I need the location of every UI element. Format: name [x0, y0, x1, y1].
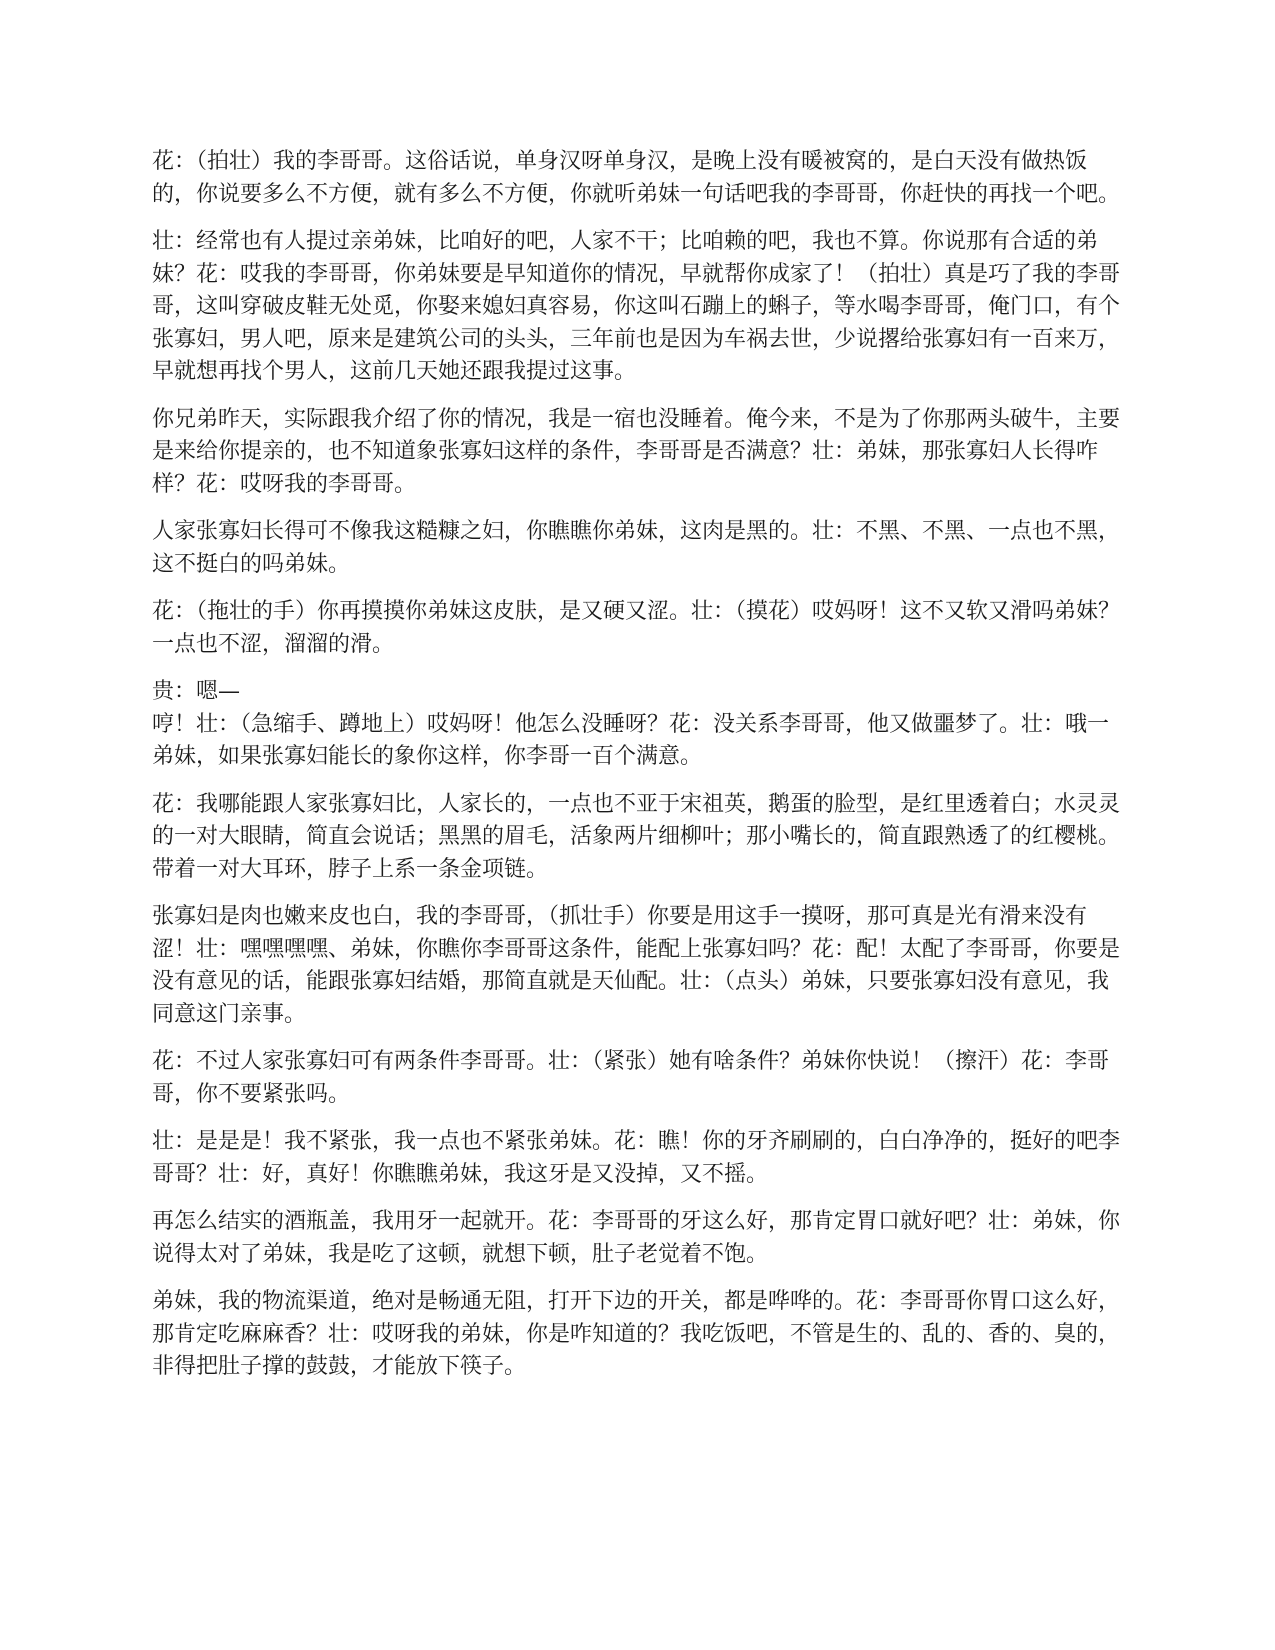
paragraph-13: 弟妹，我的物流渠道，绝对是畅通无阻，打开下边的开关，都是哗哗的。花：李哥哥你胃口这么好，那肯定吃麻麻香？壮：哎呀我的弟妹，你是咋知道的？我吃饭吧，不管是生的、乱的、香的、臭的，非得把肚子撑的鼓鼓，才能放下筷子。 [152, 1289, 1121, 1379]
paragraph-10: 花：不过人家张寡妇可有两条件李哥哥。壮：（紧张）她有啥条件？弟妹你快说！（擦汗）花：李哥哥，你不要紧张吗。 [152, 1049, 1110, 1107]
paragraph-6: 贵：嗯— [152, 679, 241, 704]
paragraph-7: 哼！壮：（急缩手、蹲地上）哎妈呀！他怎么没睡呀？花：没关系李哥哥，他又做噩梦了。壮：哦一弟妹，如果张寡妇能长的象你这样，你李哥一百个满意。 [152, 711, 1110, 769]
paragraph-3: 你兄弟昨天，实际跟我介绍了你的情况，我是一宿也没睡着。俺今来，不是为了你那两头破牛，主要是来给你提亲的，也不知道象张寡妇这样的条件，李哥哥是否满意？壮：弟妹，那张寡妇人长得咋样？花：哎呀我的李哥哥。 [152, 406, 1121, 497]
paragraph-4: 人家张寡妇长得可不像我这糙糠之妇，你瞧瞧你弟妹，这肉是黑的。壮：不黑、不黑、一点也不黑，这不挺白的吗弟妹。 [152, 519, 1121, 577]
paragraph-5: 花：（拖壮的手）你再摸摸你弟妹这皮肤，是又硬又涩。壮：（摸花）哎妈呀！这不又软又滑吗弟妹？一点也不涩，溜溜的滑。 [152, 599, 1121, 657]
paragraph-9: 张寡妇是肉也嫩来皮也白，我的李哥哥，（抓壮手）你要是用这手一摸呀，那可真是光有滑来没有涩！壮：嘿嘿嘿嘿、弟妹，你瞧你李哥哥这条件，能配上张寡妇吗？花：配！太配了李哥哥，你要是没有意见的话，能跟张寡妇结婚，那简直就是天仙配。壮：（点头）弟妹，只要张寡妇没有意见，我同意这门亲事。 [152, 904, 1121, 1027]
paragraph-11: 壮：是是是！我不紧张，我一点也不紧张弟妹。花：瞧！你的牙齐刷刷的，白白净净的，挺好的吧李哥哥？壮：好，真好！你瞧瞧弟妹，我这牙是又没掉，又不摇。 [152, 1129, 1121, 1187]
paragraph-1: 花：（拍壮）我的李哥哥。这俗话说，单身汉呀单身汉，是晚上没有暖被窝的，是白天没有做热饭的，你说要多么不方便，就有多么不方便，你就听弟妹一句话吧我的李哥哥，你赶快的再找一个吧。 [152, 149, 1121, 207]
paragraph-2: 壮：经常也有人提过亲弟妹，比咱好的吧，人家不干；比咱赖的吧，我也不算。你说那有合适的弟妹？花：哎我的李哥哥，你弟妹要是早知道你的情况，早就帮你成家了！（拍壮）真是巧了我的李哥哥，这叫穿破皮鞋无处觅，你娶来媳妇真容易，你这叫石蹦上的蝌子，等水喝李哥哥，俺门口，有个张寡妇，男人吧，原来是建筑公司的头头，三年前也是因为车祸去世，少说撂给张寡妇有一百来万，早就想再找个男人，这前几天她还跟我提过这事。 [152, 229, 1121, 384]
document-page [152, 146, 1127, 1399]
paragraph-12: 再怎么结实的酒瓶盖，我用牙一起就开。花：李哥哥的牙这么好，那肯定胃口就好吧？壮：弟妹，你说得太对了弟妹，我是吃了这顿，就想下顿，肚子老觉着不饱。 [152, 1209, 1121, 1267]
paragraph-8: 花：我哪能跟人家张寡妇比，人家长的，一点也不亚于宋祖英，鹅蛋的脸型，是红里透着白；水灵灵的一对大眼睛，简直会说话；黑黑的眉毛，活象两片细柳叶；那小嘴长的，简直跟熟透了的红樱桃。带着一对大耳环，脖子上系一条金项链。 [152, 791, 1121, 882]
